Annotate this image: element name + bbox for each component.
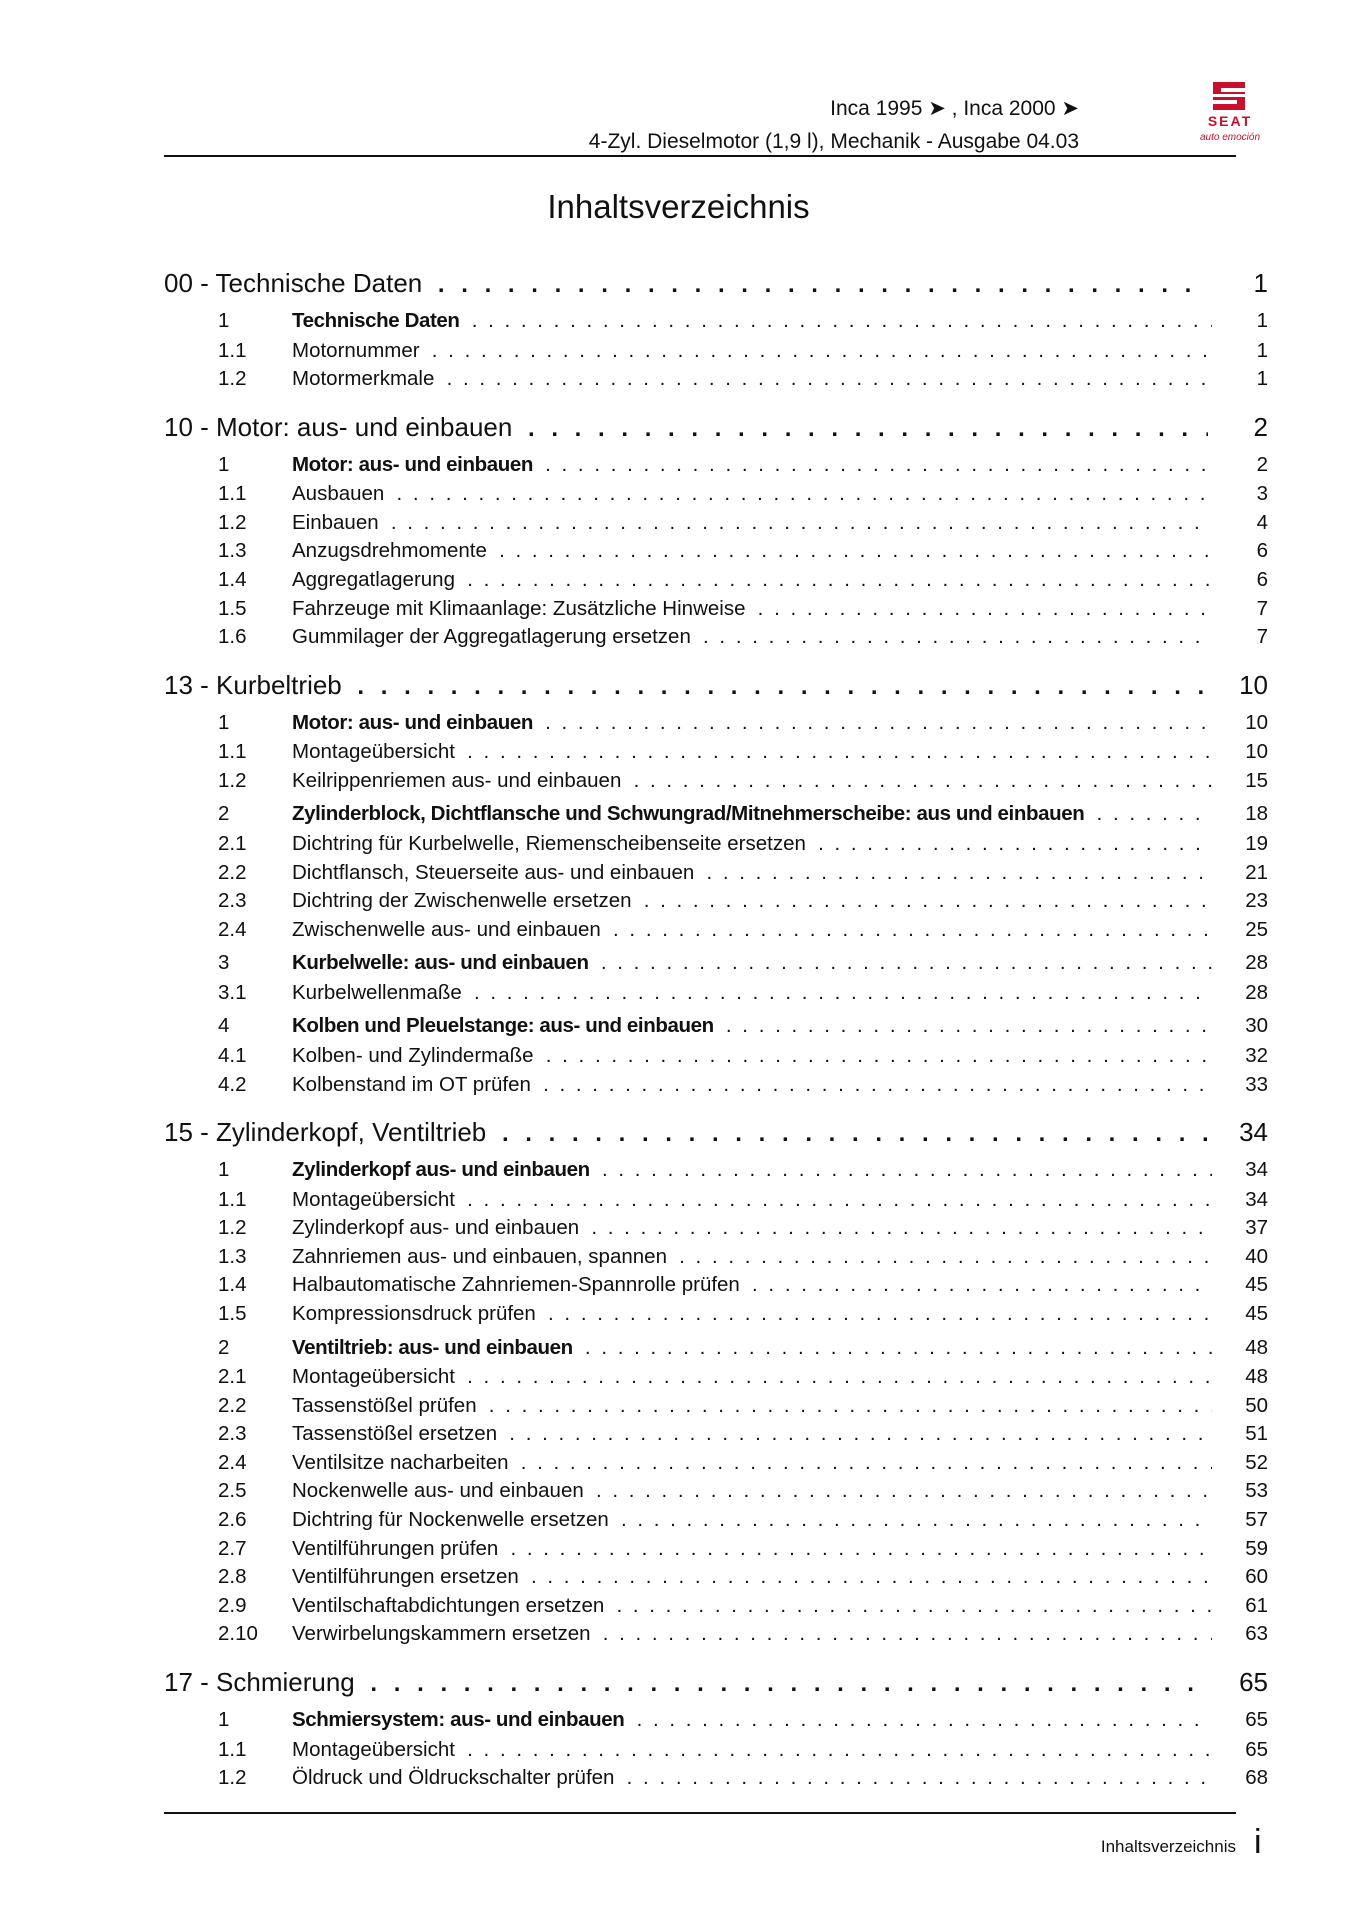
- toc-number: 2.2: [218, 1393, 247, 1417]
- toc-page-number: 19: [1245, 831, 1268, 855]
- toc-page-number: 15: [1245, 768, 1268, 792]
- toc-title: [292, 1449, 1212, 1478]
- toc-title-text: Ventilsitze nacharbeiten: [292, 1450, 509, 1474]
- toc-title-text: Einbauen: [292, 510, 379, 534]
- toc-title-text: 00 - Technische Daten: [164, 268, 423, 298]
- header-models: Inca 1995 ➤ , Inca 2000 ➤: [830, 97, 1079, 120]
- toc-title: [164, 666, 1208, 706]
- toc-chapter[interactable]: [164, 408, 1268, 446]
- toc-item[interactable]: [164, 595, 1268, 624]
- toc-page-number: 60: [1245, 1565, 1268, 1589]
- toc-title-text: Kompressionsdruck prüfen: [292, 1301, 536, 1325]
- toc-section[interactable]: [164, 1156, 1268, 1186]
- toc-title-text: Anzugsdrehmomente: [292, 539, 487, 563]
- toc-number: 2.7: [218, 1536, 247, 1560]
- toc-title-text: 15 - Zylinderkopf, Ventiltrieb: [164, 1117, 487, 1148]
- toc-page-number: 25: [1245, 917, 1268, 941]
- logo-tagline: auto emoción: [1199, 132, 1261, 143]
- toc-title-text: Zylinderblock, Dichtflansche und Schwungrad/Mitnehmerscheibe: aus und einbauen: [292, 802, 1085, 826]
- toc-title: [292, 709, 1212, 738]
- toc-item[interactable]: [164, 1042, 1268, 1071]
- toc-page-number: 1: [1256, 309, 1268, 332]
- toc-number: 1.5: [218, 1301, 247, 1325]
- toc-title-text: 10 - Motor: aus- und einbauen: [164, 411, 513, 442]
- toc-page-number: 50: [1245, 1393, 1268, 1417]
- toc-number: 1.1: [218, 482, 247, 506]
- toc-page-number: 68: [1245, 1766, 1268, 1790]
- toc-item[interactable]: [164, 1420, 1268, 1449]
- toc-title-text: Ventilführungen ersetzen: [292, 1565, 519, 1589]
- toc-page-number: 65: [1239, 1667, 1268, 1697]
- toc-chapter[interactable]: [164, 1113, 1268, 1151]
- toc-title: [292, 480, 1212, 509]
- toc-page-number: 65: [1245, 1708, 1268, 1731]
- page-header: [164, 92, 1187, 156]
- toc-title: [292, 1363, 1212, 1392]
- toc-title: [292, 1592, 1212, 1621]
- toc-item[interactable]: [164, 1477, 1268, 1506]
- toc-title: [292, 1243, 1212, 1272]
- toc-page-number: 34: [1239, 1117, 1268, 1148]
- toc-title-text: Schmiersystem: aus- und einbauen: [292, 1708, 625, 1731]
- toc-title: [292, 1334, 1212, 1363]
- toc-title-text: Dichtring für Kurbelwelle, Riemenscheibenseite ersetzen: [292, 831, 806, 855]
- toc-item[interactable]: [164, 830, 1268, 859]
- toc-number: 2.3: [218, 889, 247, 913]
- toc-title-text: Kurbelwelle: aus- und einbauen: [292, 951, 589, 975]
- toc-title: [292, 337, 1212, 366]
- toc-title-text: Montageübersicht: [292, 1365, 455, 1389]
- toc-number: 1.2: [218, 367, 247, 391]
- header-subtitle: 4-Zyl. Dieselmotor (1,9 l), Mechanik - Ausgabe 04.03: [588, 130, 1079, 153]
- toc-item[interactable]: [164, 767, 1268, 796]
- toc-title: [292, 916, 1212, 945]
- toc-number: 2: [218, 802, 230, 826]
- toc-title: [164, 1113, 1208, 1153]
- toc-title-text: Motor: aus- und einbauen: [292, 452, 533, 476]
- toc-title: [292, 623, 1212, 652]
- toc-number: 2.1: [218, 1365, 247, 1389]
- toc-item[interactable]: [164, 509, 1268, 538]
- toc-title: [292, 1420, 1212, 1449]
- toc-item[interactable]: [164, 887, 1268, 916]
- seat-s-icon: [1211, 80, 1247, 112]
- page-title: Inhaltsverzeichnis: [547, 188, 810, 225]
- toc-title: [292, 1271, 1212, 1300]
- toc-item[interactable]: [164, 623, 1268, 652]
- toc-title-text: Aggregatlagerung: [292, 567, 455, 591]
- toc-title: [292, 1012, 1212, 1041]
- toc-number: 2.2: [218, 860, 247, 884]
- toc-item[interactable]: [164, 859, 1268, 888]
- toc-item[interactable]: [164, 979, 1268, 1008]
- toc-title-text: Zwischenwelle aus- und einbauen: [292, 917, 601, 941]
- toc-number: 2.6: [218, 1508, 247, 1532]
- toc-title-text: 13 - Kurbeltrieb: [164, 669, 342, 700]
- toc-number: 1: [218, 1708, 230, 1731]
- toc-title-text: 17 - Schmierung: [164, 1667, 355, 1697]
- toc-page-number: 65: [1245, 1737, 1268, 1761]
- toc-page-number: 28: [1245, 951, 1268, 975]
- toc-title: [292, 566, 1212, 595]
- toc-number: 2.1: [218, 831, 247, 855]
- toc-title: [292, 830, 1212, 859]
- toc-title-text: Zahnriemen aus- und einbauen, spannen: [292, 1244, 667, 1268]
- toc-number: 1: [218, 1158, 230, 1182]
- table-of-contents: [164, 264, 1268, 1793]
- toc-title-text: Tassenstößel prüfen: [292, 1393, 477, 1417]
- toc-item[interactable]: [164, 1563, 1268, 1592]
- toc-title: [292, 800, 1212, 829]
- toc-number: 3.1: [218, 980, 247, 1004]
- toc-title: [292, 595, 1212, 624]
- toc-number: 2.5: [218, 1479, 247, 1503]
- toc-title-text: Dichtflansch, Steuerseite aus- und einbauen: [292, 860, 695, 884]
- toc-title-text: Ventilschaftabdichtungen ersetzen: [292, 1593, 605, 1617]
- toc-title-text: Kolbenstand im OT prüfen: [292, 1072, 531, 1096]
- toc-title-text: Gummilager der Aggregatlagerung ersetzen: [292, 625, 691, 649]
- toc-title: [292, 979, 1212, 1008]
- toc-item[interactable]: [164, 738, 1268, 767]
- toc-chapter[interactable]: [164, 264, 1268, 302]
- toc-item[interactable]: [164, 337, 1268, 366]
- toc-item[interactable]: [164, 1620, 1268, 1649]
- toc-number: 2.10: [218, 1622, 258, 1646]
- seat-logo: [1198, 80, 1262, 146]
- toc-number: 1.4: [218, 567, 247, 591]
- toc-title: [292, 451, 1212, 480]
- footer-label: Inhaltsverzeichnis: [1100, 1837, 1236, 1856]
- toc-title-text: Motormerkmale: [292, 367, 435, 391]
- toc-number: 1.1: [218, 740, 247, 764]
- toc-number: 1.1: [218, 1187, 247, 1211]
- toc-page-number: 1: [1256, 367, 1268, 391]
- toc-section[interactable]: [164, 800, 1268, 830]
- toc-item[interactable]: [164, 537, 1268, 566]
- toc-title-text: Motornummer: [292, 338, 420, 362]
- toc-title: [164, 264, 1208, 304]
- toc-item[interactable]: [164, 566, 1268, 595]
- toc-page-number: 59: [1245, 1536, 1268, 1560]
- toc-chapter[interactable]: [164, 1663, 1268, 1701]
- toc-page-number: 3: [1256, 482, 1268, 506]
- toc-number: 1.2: [218, 510, 247, 534]
- toc-title: [292, 365, 1212, 394]
- toc-item[interactable]: [164, 480, 1268, 509]
- toc-item[interactable]: [164, 1764, 1268, 1793]
- toc-title: [292, 1156, 1212, 1185]
- toc-page-number: 1: [1253, 268, 1268, 298]
- toc-title-text: Fahrzeuge mit Klimaanlage: Zusätzliche Hinweise: [292, 596, 746, 620]
- toc-title-text: Zylinderkopf aus- und einbauen: [292, 1216, 580, 1240]
- logo-brand: SEAT: [1207, 113, 1253, 129]
- toc-title: [292, 767, 1212, 796]
- toc-title-text: Kolben- und Zylindermaße: [292, 1043, 534, 1067]
- toc-title: [292, 1300, 1212, 1329]
- toc-number: 1: [218, 710, 230, 734]
- toc-section[interactable]: [164, 709, 1268, 739]
- toc-page-number: 10: [1239, 669, 1268, 700]
- toc-page-number: 10: [1245, 740, 1268, 764]
- toc-page-number: 33: [1245, 1072, 1268, 1096]
- toc-title: [292, 509, 1212, 538]
- toc-title: [292, 537, 1212, 566]
- toc-title-text: Kolben und Pleuelstange: aus- und einbauen: [292, 1014, 714, 1038]
- toc-title: [292, 307, 1212, 336]
- toc-number: 1.4: [218, 1273, 247, 1297]
- toc-number: 1: [218, 309, 230, 332]
- toc-title-text: Halbautomatische Zahnriemen-Spannrolle prüfen: [292, 1273, 740, 1297]
- toc-item[interactable]: [164, 1392, 1268, 1421]
- toc-page-number: 34: [1245, 1187, 1268, 1211]
- toc-page-number: 23: [1245, 889, 1268, 913]
- toc-number: 1.2: [218, 1766, 247, 1790]
- toc-page-number: 6: [1256, 567, 1268, 591]
- toc-section[interactable]: [164, 307, 1268, 337]
- toc-title: [164, 1663, 1208, 1703]
- toc-number: 2.8: [218, 1565, 247, 1589]
- toc-number: 4.1: [218, 1043, 247, 1067]
- toc-item[interactable]: [164, 1535, 1268, 1564]
- toc-page-number: 51: [1245, 1422, 1268, 1446]
- toc-page-number: 63: [1245, 1622, 1268, 1646]
- toc-title-text: Technische Daten: [292, 309, 460, 332]
- toc-page-number: 52: [1245, 1450, 1268, 1474]
- toc-title: [292, 1620, 1212, 1649]
- toc-page-number: 21: [1245, 860, 1268, 884]
- toc-number: 1.5: [218, 596, 247, 620]
- toc-title: [292, 1042, 1212, 1071]
- toc-item[interactable]: [164, 916, 1268, 945]
- toc-page-number: 61: [1245, 1593, 1268, 1617]
- toc-title-text: Montageübersicht: [292, 1187, 455, 1211]
- toc-page-number: 32: [1245, 1043, 1268, 1067]
- toc-title: [292, 1506, 1212, 1535]
- toc-title-text: Dichtring der Zwischenwelle ersetzen: [292, 889, 632, 913]
- toc-page-number: 1: [1256, 338, 1268, 362]
- toc-title-text: Montageübersicht: [292, 740, 455, 764]
- toc-page-number: 7: [1256, 596, 1268, 620]
- toc-number: 1.1: [218, 338, 247, 362]
- toc-title: [292, 1736, 1212, 1765]
- toc-title-text: Kurbelwellenmaße: [292, 980, 462, 1004]
- toc-title-text: Ausbauen: [292, 482, 385, 506]
- toc-page-number: 53: [1245, 1479, 1268, 1503]
- toc-title-text: Dichtring für Nockenwelle ersetzen: [292, 1508, 609, 1532]
- header-divider: [164, 155, 1236, 157]
- footer-divider: [164, 1812, 1236, 1814]
- toc-title: [292, 949, 1212, 978]
- toc-item[interactable]: [164, 1186, 1268, 1215]
- toc-item[interactable]: [164, 1300, 1268, 1329]
- toc-number: 2.3: [218, 1422, 247, 1446]
- toc-title-text: Verwirbelungskammern ersetzen: [292, 1622, 591, 1646]
- toc-page-number: 30: [1245, 1014, 1268, 1038]
- toc-number: 3: [218, 951, 230, 975]
- toc-title-text: Ventilführungen prüfen: [292, 1536, 499, 1560]
- toc-number: 1.3: [218, 1244, 247, 1268]
- toc-title: [292, 887, 1212, 916]
- toc-title-text: Nockenwelle aus- und einbauen: [292, 1479, 584, 1503]
- toc-page-number: 45: [1245, 1273, 1268, 1297]
- toc-title: [292, 1764, 1212, 1793]
- toc-number: 1.1: [218, 1737, 247, 1761]
- toc-title: [292, 738, 1212, 767]
- toc-title-text: Tassenstößel ersetzen: [292, 1422, 498, 1446]
- toc-number: 2.4: [218, 1450, 247, 1474]
- toc-title: [292, 1706, 1212, 1735]
- toc-item[interactable]: [164, 1271, 1268, 1300]
- toc-title-text: Motor: aus- und einbauen: [292, 710, 533, 734]
- toc-title-text: Ventiltrieb: aus- und einbauen: [292, 1335, 573, 1359]
- toc-number: 1.3: [218, 539, 247, 563]
- toc-page-number: 18: [1245, 802, 1268, 826]
- toc-title: [292, 1477, 1212, 1506]
- toc-section[interactable]: [164, 1706, 1268, 1736]
- toc-number: 1.6: [218, 625, 247, 649]
- toc-item[interactable]: [164, 1363, 1268, 1392]
- toc-page-number: 48: [1245, 1365, 1268, 1389]
- toc-item[interactable]: [164, 1736, 1268, 1765]
- toc-title: [164, 408, 1208, 448]
- toc-page-number: 2: [1256, 452, 1268, 476]
- toc-title: [292, 1186, 1212, 1215]
- toc-page-number: 37: [1245, 1216, 1268, 1240]
- toc-title: [292, 1392, 1212, 1421]
- toc-item[interactable]: [164, 1449, 1268, 1478]
- toc-page-number: 10: [1245, 710, 1268, 734]
- toc-number: 1: [218, 452, 230, 476]
- footer-page-number: i: [1254, 1823, 1262, 1861]
- toc-number: 1.2: [218, 768, 247, 792]
- toc-title: [292, 1535, 1212, 1564]
- toc-page-number: 6: [1256, 539, 1268, 563]
- toc-section[interactable]: [164, 949, 1268, 979]
- toc-page-number: 45: [1245, 1301, 1268, 1325]
- toc-item[interactable]: [164, 1506, 1268, 1535]
- toc-title-text: Montageübersicht: [292, 1737, 455, 1761]
- toc-page-number: 57: [1245, 1508, 1268, 1532]
- toc-item[interactable]: [164, 1071, 1268, 1100]
- toc-title-text: Zylinderkopf aus- und einbauen: [292, 1158, 590, 1182]
- toc-section[interactable]: [164, 451, 1268, 481]
- toc-title: [292, 1214, 1212, 1243]
- toc-title: [292, 1071, 1212, 1100]
- toc-page-number: 2: [1253, 411, 1268, 442]
- toc-number: 2.9: [218, 1593, 247, 1617]
- toc-number: 4.2: [218, 1072, 247, 1096]
- toc-item[interactable]: [164, 1592, 1268, 1621]
- toc-page-number: 7: [1256, 625, 1268, 649]
- toc-item[interactable]: [164, 1243, 1268, 1272]
- toc-number: 4: [218, 1014, 230, 1038]
- toc-item[interactable]: [164, 1214, 1268, 1243]
- toc-title: [292, 859, 1212, 888]
- toc-number: 2.4: [218, 917, 247, 941]
- toc-number: 1.2: [218, 1216, 247, 1240]
- toc-title: [292, 1563, 1212, 1592]
- toc-number: 2: [218, 1335, 230, 1359]
- toc-page-number: 48: [1245, 1335, 1268, 1359]
- toc-page-number: 34: [1245, 1158, 1268, 1182]
- toc-section[interactable]: [164, 1334, 1268, 1364]
- toc-page-number: 28: [1245, 980, 1268, 1004]
- toc-page-number: 40: [1245, 1244, 1268, 1268]
- toc-item[interactable]: [164, 365, 1268, 394]
- toc-section[interactable]: [164, 1012, 1268, 1042]
- toc-page-number: 4: [1256, 510, 1268, 534]
- toc-chapter[interactable]: [164, 666, 1268, 704]
- toc-title-text: Öldruck und Öldruckschalter prüfen: [292, 1766, 615, 1790]
- toc-title-text: Keilrippenriemen aus- und einbauen: [292, 768, 622, 792]
